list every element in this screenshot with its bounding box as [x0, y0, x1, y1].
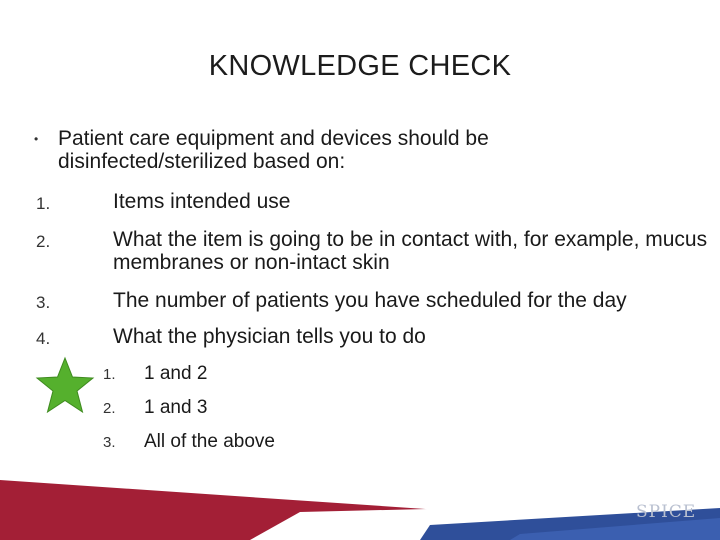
option-number: 4.: [36, 329, 51, 348]
star-icon: [35, 356, 95, 416]
option-text: The number of patients you have scheduled for the day: [113, 289, 627, 312]
option-number: 3.: [36, 293, 51, 312]
bullet-marker: •: [34, 132, 39, 146]
option-text: What the item is going to be in contact with, for example, mucus membranes or non-intact skin: [113, 228, 708, 274]
option-text: What the physician tells you to do: [113, 325, 426, 348]
option-text: Items intended use: [113, 190, 291, 213]
answer-number: 2.: [103, 400, 116, 417]
answer-text: 1 and 3: [144, 397, 208, 418]
answer-number: 1.: [103, 366, 116, 383]
option-number: 2.: [36, 232, 51, 251]
slide-title: KNOWLEDGE CHECK: [208, 50, 512, 82]
footer-band: [0, 470, 720, 540]
answer-text: 1 and 2: [144, 363, 208, 384]
answer-text: All of the above: [144, 431, 275, 452]
question-text: Patient care equipment and devices should be disinfected/sterilized based on:: [58, 127, 489, 173]
spice-logo: SPICE: [636, 502, 697, 522]
answer-number: 3.: [103, 434, 116, 451]
option-number: 1.: [36, 194, 51, 213]
